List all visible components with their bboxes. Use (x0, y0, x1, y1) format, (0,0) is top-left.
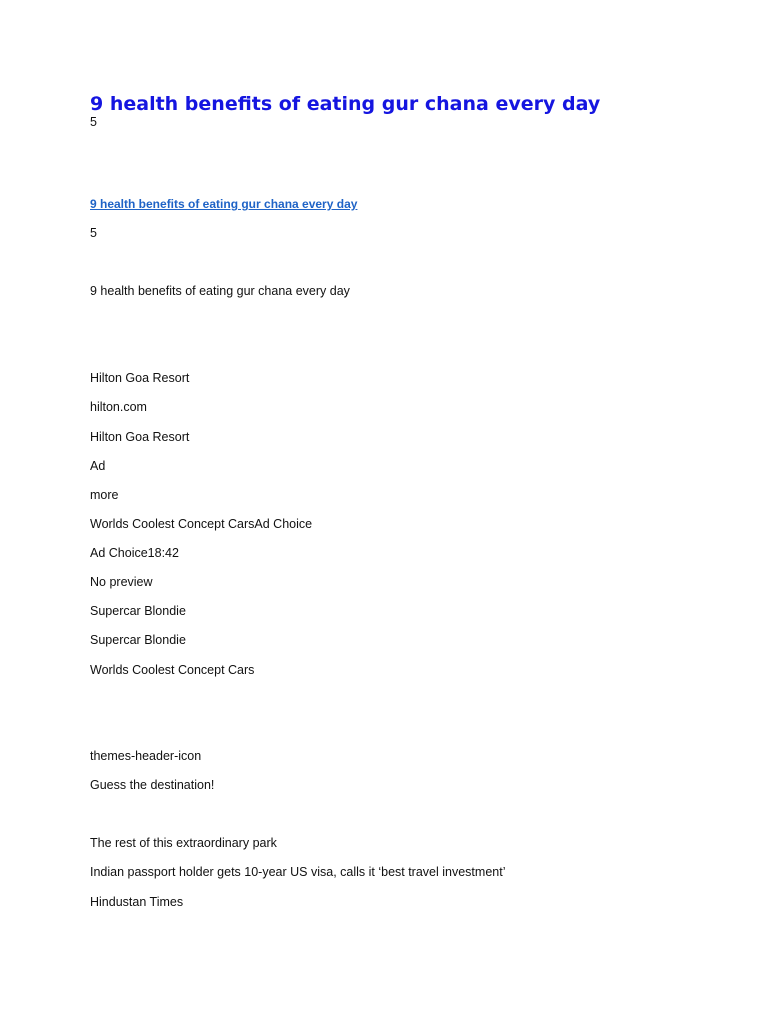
news-item-visa: Indian passport holder gets 10-year US visa, calls it ‘best travel investment’ (90, 865, 506, 879)
news-item-park: The rest of this extraordinary park (90, 836, 277, 850)
ad-hotel-name-repeat: Hilton Goa Resort (90, 430, 190, 444)
ad-hotel-name: Hilton Goa Resort (90, 371, 190, 385)
page-title: 9 health benefits of eating gur chana every day (90, 93, 601, 115)
ad-more: more (90, 488, 119, 502)
link-count: 5 (90, 226, 97, 240)
ad-label: Ad (90, 459, 106, 473)
title-count: 5 (90, 115, 97, 129)
ad-video-title-repeat: Worlds Coolest Concept Cars (90, 663, 255, 677)
themes-header-label: themes-header-icon (90, 749, 202, 763)
themes-heading: Guess the destination! (90, 778, 215, 792)
ad-video-title: Worlds Coolest Concept CarsAd Choice (90, 517, 313, 531)
article-title-text: 9 health benefits of eating gur chana every day (90, 284, 350, 298)
ad-channel-name: Supercar Blondie (90, 604, 186, 618)
ad-choice-duration: Ad Choice18:42 (90, 546, 179, 560)
ad-domain: hilton.com (90, 400, 147, 414)
ad-channel-name-repeat: Supercar Blondie (90, 633, 186, 647)
article-link[interactable]: 9 health benefits of eating gur chana every day (90, 197, 358, 211)
ad-no-preview: No preview (90, 575, 153, 589)
news-source: Hindustan Times (90, 895, 184, 909)
